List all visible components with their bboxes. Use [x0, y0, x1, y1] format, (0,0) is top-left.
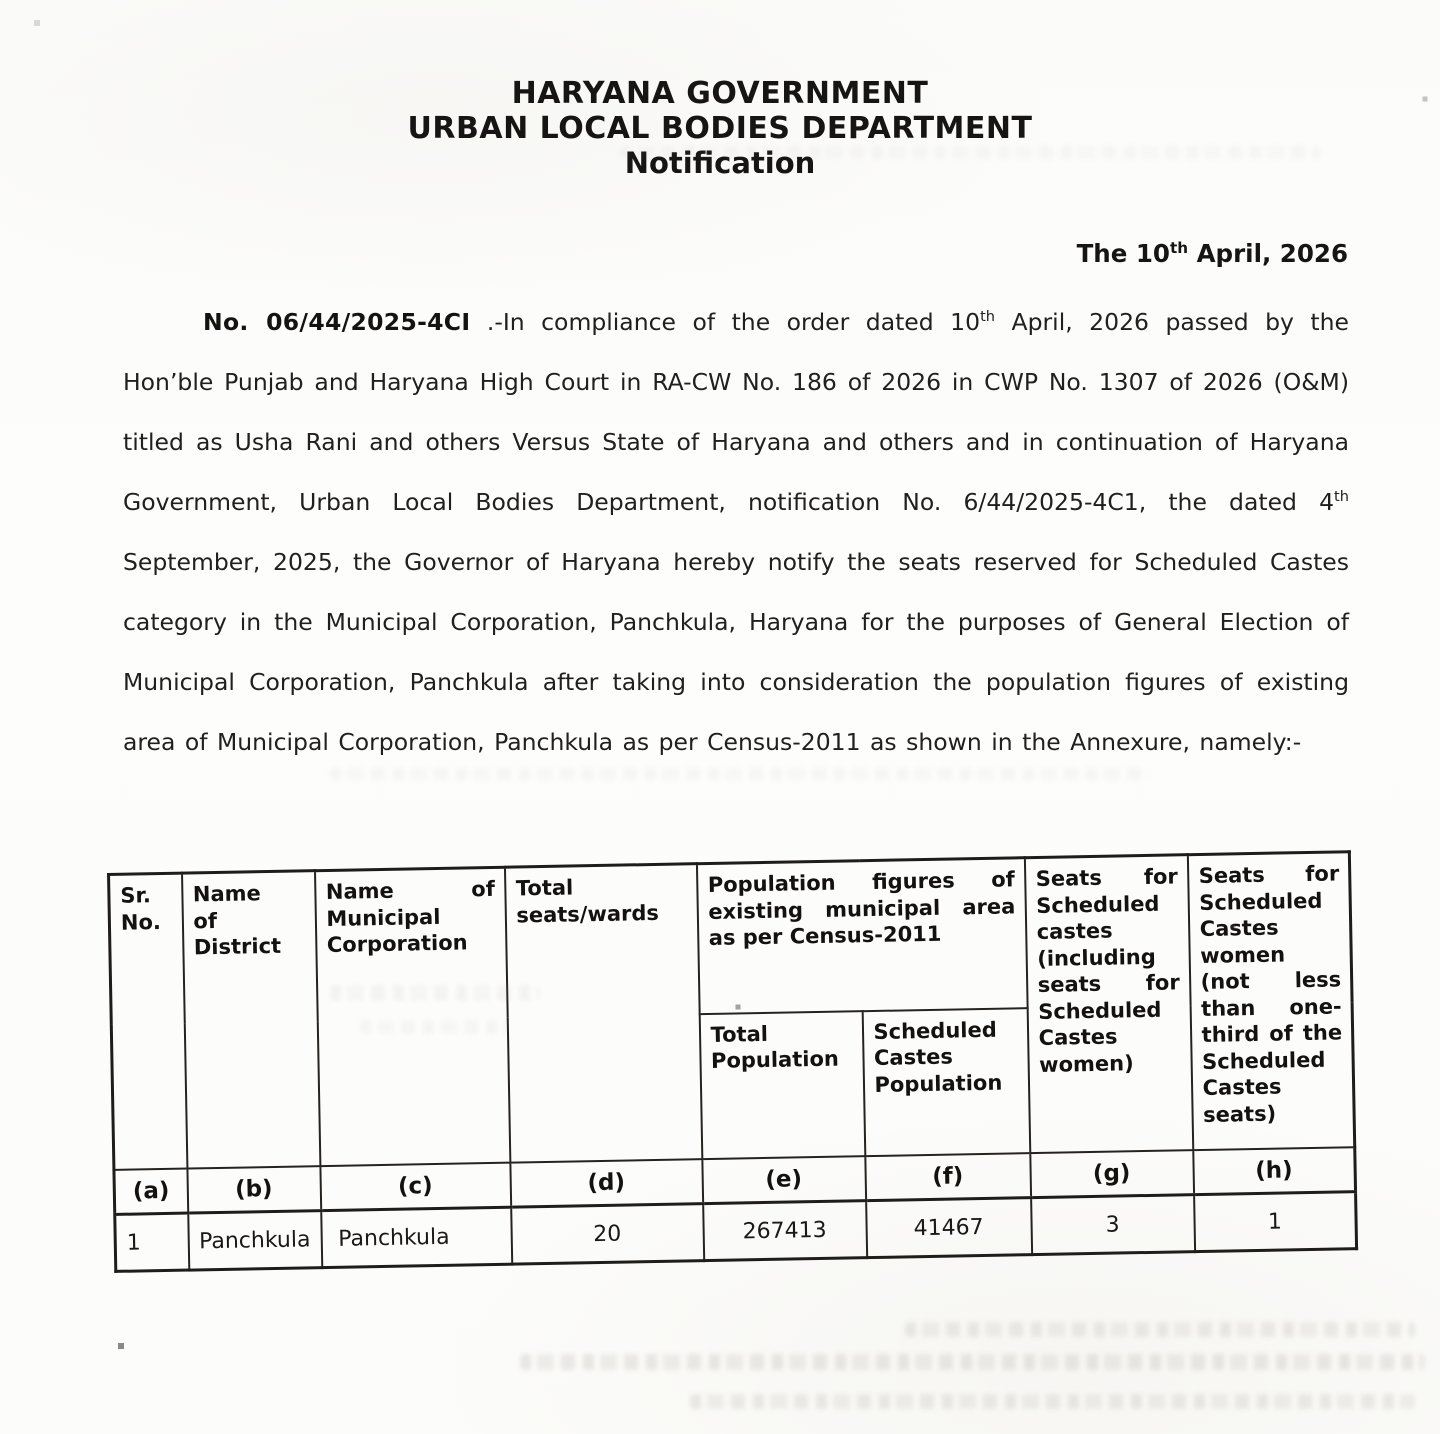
col-header-municipal-corporation: Name of Municipal Corporation [314, 867, 509, 1165]
cell-sc-population: 41467 [866, 1198, 1032, 1258]
cell-total-seats: 20 [511, 1204, 704, 1265]
table-header-row [109, 852, 1353, 1025]
col-header-population-group: Population figures of existing municipal area as per Census-2011 [696, 858, 1027, 1014]
notification-reference-number: No. 06/44/2025-4CI [203, 308, 471, 336]
cell-sr-no: 1 [115, 1213, 189, 1271]
department-title: URBAN LOCAL BODIES DEPARTMENT [407, 111, 1033, 146]
col-header-sc-seats: Seats for Scheduled castes (including seats for Scheduled Castes women) [1024, 855, 1192, 1153]
column-letter-d: (d) [510, 1159, 703, 1208]
ordinal-suffix-2: th [1334, 488, 1349, 506]
notification-date [1077, 239, 1348, 268]
col-header-sr-no: Sr. No. [109, 873, 187, 1169]
ordinal-suffix-1: th [980, 308, 996, 326]
cell-municipal-corporation: Panchkula [321, 1207, 512, 1267]
col-header-sc-women-seats: Seats for Scheduled Castes women (not less than one-third of the Scheduled Castes seats) [1187, 852, 1354, 1150]
scan-speck-artifacts [0, 0, 2, 2]
government-title: HARYANA GOVERNMENT [511, 76, 929, 111]
cell-sc-women-seats: 1 [1194, 1192, 1357, 1252]
bleed-through-artifact [330, 985, 540, 1001]
date-suffix: April, 2026 [1188, 239, 1348, 268]
date-prefix: The 10 [1076, 239, 1170, 268]
notification-heading: Notification [624, 146, 816, 180]
col-header-total-seats: Total seats/wards [504, 864, 701, 1162]
bleed-through-artifact [690, 1394, 1415, 1409]
col-header-sc-population: Scheduled Castes Population [862, 1008, 1030, 1156]
col-header-total-population: Total Population [699, 1011, 865, 1159]
bleed-through-artifact [905, 1322, 1415, 1337]
bleed-through-artifact [520, 1354, 1425, 1370]
column-letter-f: (f) [865, 1153, 1031, 1201]
column-letter-a: (a) [114, 1168, 188, 1214]
column-letter-b: (b) [187, 1166, 321, 1213]
date-ordinal-suffix: th [1169, 238, 1189, 257]
annexure-table [107, 850, 1358, 1273]
bleed-through-artifact [360, 1020, 510, 1034]
column-letter-e: (e) [702, 1156, 866, 1204]
column-letter-h: (h) [1193, 1147, 1356, 1195]
document-masthead [0, 76, 1440, 181]
paragraph-segment-2: April, 2026 passed by the Hon’ble Punjab and Haryana High Court in RA-CW No. 186 of 2026 in CWP No. 1307 of 2026 (O&M) titled as Usha Rani and others Versus State of Haryana and others and in continuation of Haryana Government, Urban Local Bodies Department, notification No. 6/44/2025-4C1, the dated 4 [123, 308, 1349, 516]
column-letter-g: (g) [1030, 1150, 1194, 1198]
notification-body-paragraph [123, 292, 1349, 772]
cell-total-population: 267413 [703, 1201, 867, 1261]
paragraph-segment-3: September, 2025, the Governor of Haryana hereby notify the seats reserved for Scheduled Castes category in the Municipal Corporation, Panchkula, Haryana for the purposes of General Election of Municipal Corporation, Panchkula after taking into consideration the population figures of existing area of Municipal Corporation, Panchkula as per Census-2011 as shown in the Annexure, namely:- [123, 548, 1349, 756]
bleed-through-artifact [620, 146, 1320, 159]
column-letter-c: (c) [320, 1162, 511, 1210]
paragraph-segment-1: .-In compliance of the order dated 10 [470, 308, 981, 336]
bleed-through-artifact [330, 768, 1150, 780]
cell-sc-seats: 3 [1031, 1195, 1195, 1255]
col-header-district: Name of District [182, 871, 320, 1168]
annexure-table-container [107, 850, 1355, 1273]
cell-district: Panchkula [188, 1211, 322, 1270]
